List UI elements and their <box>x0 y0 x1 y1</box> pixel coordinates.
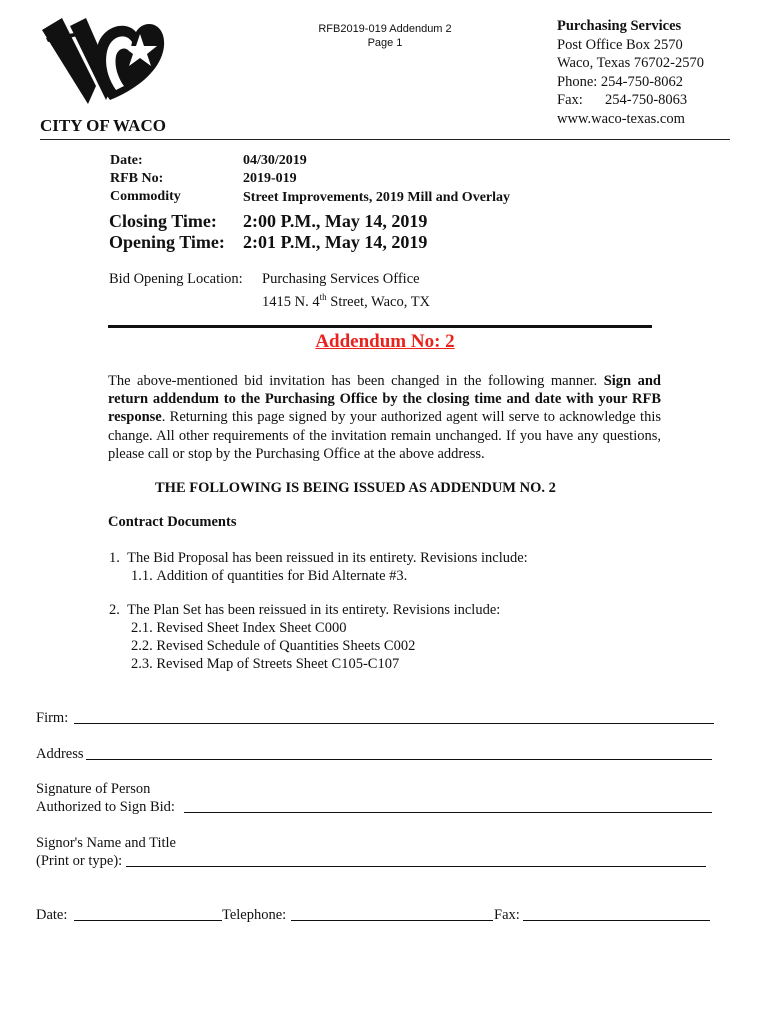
fax-value: 254-750-8063 <box>605 92 688 108</box>
telephone-label: Telephone: <box>222 907 287 923</box>
closing-time-label: Closing Time: <box>109 211 217 231</box>
list-item: 1.1. Addition of quantities for Bid Alternate #3. <box>131 568 408 584</box>
signature-label-line1: Signature of Person <box>36 781 151 797</box>
bid-location-line1: Purchasing Services Office <box>262 271 420 287</box>
list-item: 2.1. Revised Sheet Index Sheet C000 <box>131 620 347 636</box>
contract-documents-heading: Contract Documents <box>108 514 237 530</box>
date-value: 04/30/2019 <box>243 153 307 168</box>
commodity-label: Commodity <box>110 189 181 204</box>
commodity-value: Street Improvements, 2019 Mill and Overlay <box>243 190 511 205</box>
signor-field[interactable] <box>126 866 706 867</box>
fax-field[interactable] <box>523 920 710 921</box>
signature-label-line2: Authorized to Sign Bid: <box>36 799 175 815</box>
addendum-title: Addendum No: 2 <box>315 331 455 352</box>
phone-number: Phone: 254-750-8062 <box>557 74 684 90</box>
signor-label-line1: Signor's Name and Title <box>36 835 176 851</box>
address-field[interactable] <box>86 759 712 760</box>
date-field-label: Date: <box>36 907 68 923</box>
list-item: 1. The Bid Proposal has been reissued in its entirety. Revisions include: <box>109 550 528 566</box>
signature-field[interactable] <box>184 812 712 813</box>
date-field[interactable] <box>74 920 222 921</box>
address-line-1: Post Office Box 2570 <box>557 37 683 53</box>
header-divider <box>40 139 730 140</box>
bid-location-label: Bid Opening Location: <box>109 271 243 287</box>
bid-location-street: 1415 N. 4th Street, Waco, TX <box>262 292 431 310</box>
rfb-value: 2019-019 <box>243 171 297 186</box>
fax-label: Fax: <box>557 92 583 108</box>
section-divider <box>108 325 652 328</box>
telephone-field[interactable] <box>291 920 493 921</box>
department-name: Purchasing Services <box>557 18 682 34</box>
page-number: Page 1 <box>367 37 403 49</box>
firm-label: Firm: <box>36 710 69 726</box>
address-line-2: Waco, Texas 76702-2570 <box>557 55 704 71</box>
signor-label-line2: (Print or type): <box>36 853 123 869</box>
list-item: 2.3. Revised Map of Streets Sheet C105-C107 <box>131 656 400 672</box>
rfb-label: RFB No: <box>110 171 164 186</box>
addendum-heading: THE FOLLOWING IS BEING ISSUED AS ADDENDUM NO. 2 <box>155 480 556 496</box>
website-link[interactable]: www.waco-texas.com <box>557 111 685 127</box>
closing-time-value: 2:00 P.M., May 14, 2019 <box>243 211 428 231</box>
opening-time-value: 2:01 P.M., May 14, 2019 <box>243 232 428 252</box>
address-label: Address <box>36 746 84 762</box>
intro-paragraph: The above-mentioned bid invitation has been changed in the following manner. Sign and return addendum to the Purchasing Office by the closing time and date with your RFB response. Returning this page signed by your authorized agent will serve to acknowledge this change. All other requirements of the invitation remain unchanged. If you have any questions, please call or stop by the Purchasing Office at the above address. <box>108 373 661 462</box>
firm-field[interactable] <box>74 723 714 724</box>
list-item: 2. The Plan Set has been reissued in its entirety. Revisions include: <box>109 602 501 618</box>
date-label: Date: <box>110 153 143 168</box>
city-name: CITY OF WACO <box>40 116 166 135</box>
list-item: 2.2. Revised Schedule of Quantities Sheets C002 <box>131 638 416 654</box>
fax-field-label: Fax: <box>494 907 520 923</box>
city-of-waco-logo <box>40 12 168 108</box>
opening-time-label: Opening Time: <box>109 232 225 252</box>
fax-row <box>557 91 697 109</box>
document-reference: RFB2019-019 Addendum 2 <box>318 23 452 35</box>
